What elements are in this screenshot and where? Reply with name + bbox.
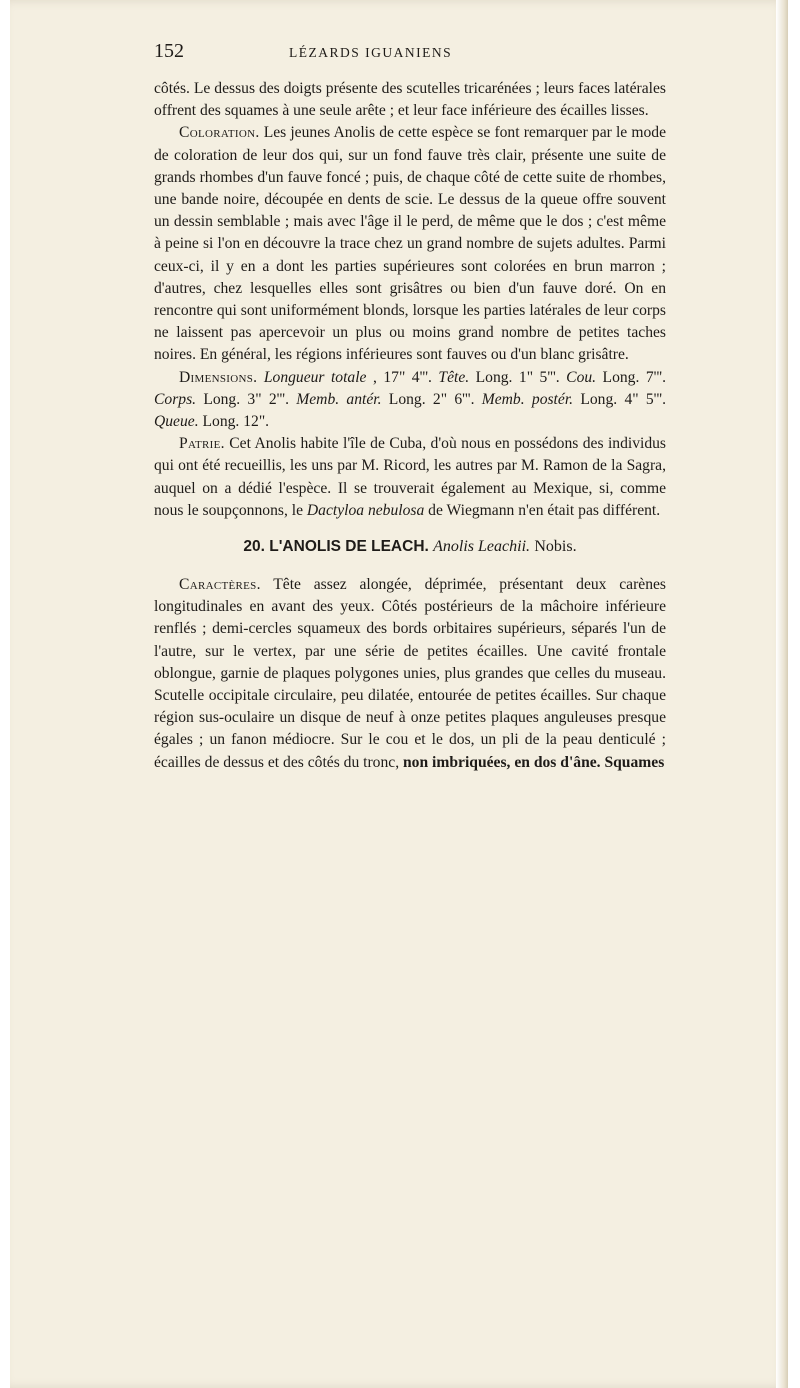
running-title: LÉZARDS IGUANIENS [289,45,453,60]
book-page [10,0,788,1388]
page-number: 152 [154,40,184,62]
caracteres-label: Caractères. [179,576,261,594]
paragraph-patrie: Patrie. Cet Anolis habite l'île de Cuba, d'où nous en possédons des individus qui ont été recueillis, les uns par M. Ricord, les autres par M. Ramon de la Sagra, auquel on a dédié l'espèce. Il se trouverait également au Mexique, si, comme nous le soupçonnons, le Dactyloa nebulosa de Wiegmann n'en était pas différent. [154,435,666,519]
page-content [154,40,666,774]
page-header [154,40,666,66]
patrie-label: Patrie. [179,435,225,453]
dimensions-label: Dimensions. [179,368,258,386]
section-heading: 20. L'ANOLIS DE LEACH. Anolis Leachii. Nobis. [243,538,577,556]
paragraph-dimensions: Dimensions. Longueur totale , 17" 4'''. Tête. Long. 1" 5'''. Cou. Long. 7'''. Corps. Long. 3" 2'''. Memb. antér. Long. 2" 6'''. Memb. postér. Long. 4" 5'''. Queue. Long. 12". [154,368,667,431]
page-edge [776,0,788,1388]
paragraph-caracteres: Caractères. Tête assez alongée, déprimée, présentant deux carènes longitudinales en avant des yeux. Côtés postérieurs de la mâchoire inférieure renflés ; demi-cercles squameux des bords orbitaires supérieurs, séparés l'un de l'autre, sur le vertex, par une série de petites écailles. Une cavité frontale oblongue, garnie de plaques polygones unies, plus grandes que celles du museau. Scutelle occipitale circulaire, peu dilatée, entourée de petites écailles. Sur chaque région sus-oculaire un disque de neuf à onze petites plaques anguleuses presque égales ; un fanon médiocre. Sur le cou et le dos, un pli de la peau denticulé ; écailles de dessus et des côtés du tronc, non imbriquées, en dos d'âne. Squames [154,576,666,771]
paragraph-continuation: côtés. Le dessus des doigts présente des scutelles tricarénées ; leurs faces latérales offrent des squames à une seule arête ; et leur face inférieure des écailles lisses. [154,80,666,120]
coloration-label: Coloration. [179,124,260,142]
paragraph-coloration: Coloration. Les jeunes Anolis de cette espèce se font remarquer par le mode de coloration de leur dos qui, sur un fond fauve très clair, présente une suite de grands rhombes d'un fauve foncé ; puis, de chaque côté de cette suite de rhombes, une bande noire, découpée en dents de scie. Le dessus de la queue offre souvent un dessin semblable ; mais avec l'âge il le perd, de même que le dos ; c'est même à peine si l'on en découvre la trace chez un grand nombre de sujets adultes. Parmi ceux-ci, il y en a dont les parties supérieures sont colorées en brun marron ; d'autres, chez lesquelles elles sont grisâtres ou bien d'un fauve doré. On en rencontre qui sont uniformément blonds, lorsque les parties latérales de leur corps ne laissent pas apercevoir un plus ou moins grand nombre de petites taches noires. En général, les régions inférieures sont fauves ou d'un blanc grisâtre. [154,124,666,364]
